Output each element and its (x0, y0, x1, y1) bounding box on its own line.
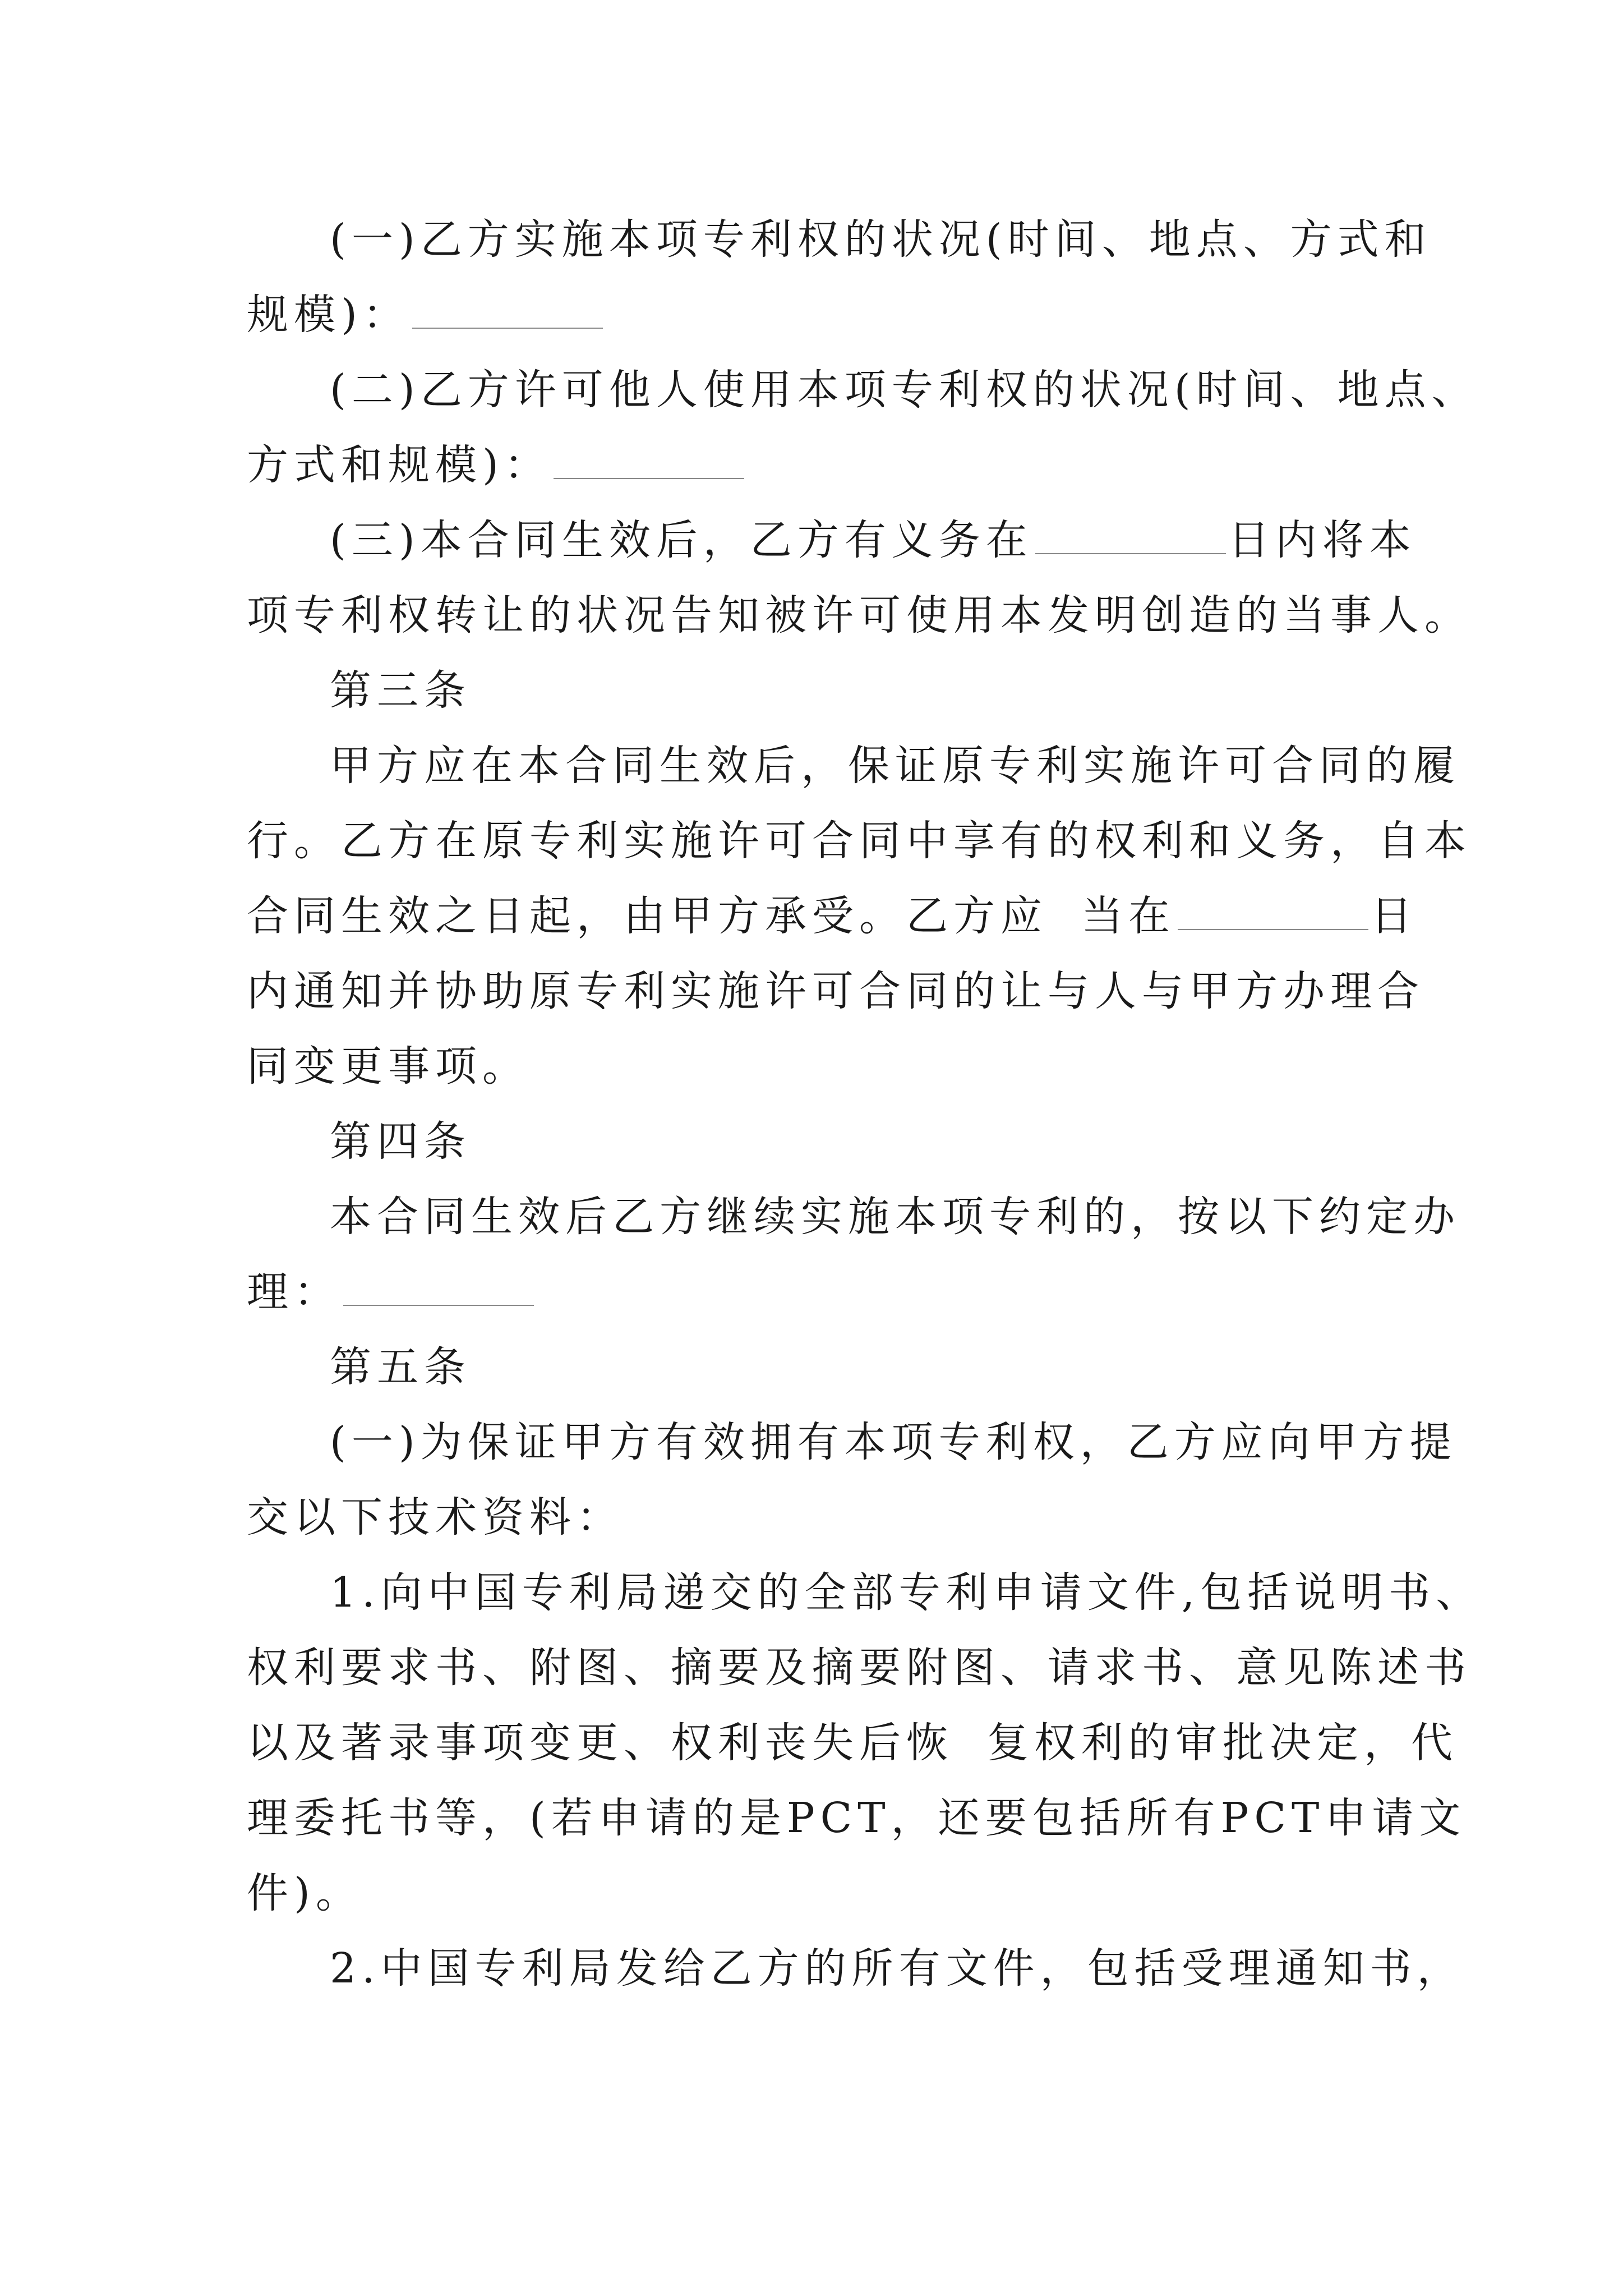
article-heading (247, 1329, 1391, 1405)
fill-blank[interactable] (1035, 519, 1226, 554)
text-line: 日 (1371, 892, 1418, 940)
article-5-line (247, 1555, 1483, 1630)
text-line: (一)为保证甲方有效拥有本项专利权，乙方应向甲方提 (330, 1418, 1457, 1466)
fill-blank[interactable] (554, 444, 744, 479)
text-line: 内通知并协助原专利实施许可合同的让与人与甲方办理合 (247, 967, 1424, 1015)
text-line: 权利要求书、附图、摘要及摘要附图、请求书、意见陈述书 (247, 1644, 1472, 1692)
article-3-line (247, 1029, 1391, 1104)
text-line: 同变更事项。 (247, 1042, 529, 1091)
article-5-line (247, 1405, 1457, 1480)
article-4-line (247, 1254, 1391, 1329)
clause-2-line (247, 352, 1479, 427)
text-line: 以及著录事项变更、权利丧失后恢 (247, 1719, 953, 1767)
text-line: (一)乙方实施本项专利权的状况(时间、地点、方式和 (330, 215, 1432, 264)
clause-1-line (247, 277, 1391, 352)
clause-1-line (247, 202, 1432, 277)
article-heading (247, 653, 1391, 728)
text-line: 合同生效之日起，由甲方承受。乙方应 (247, 892, 1048, 940)
article-5-line (247, 1931, 1464, 2006)
article-3-line (247, 803, 1472, 878)
clause-3-line (247, 578, 1472, 653)
text-line: 理： (247, 1268, 341, 1316)
text-line: 甲方应在本合同生效后，保证原专利实施许可合同的履 (330, 742, 1460, 790)
text-line: 理委托书等，(若申请的是PCT，还要包括所有PCT申请文 (247, 1794, 1467, 1842)
text-line: 行。乙方在原专利实施许可合同中享有的权利和义务，自本 (247, 817, 1472, 865)
text-line: 方式和规模)： (247, 441, 551, 489)
clause-2-line (247, 427, 1391, 503)
article-5-title: 第五条 (330, 1343, 471, 1391)
article-5-line (247, 1705, 1458, 1780)
fill-blank[interactable] (343, 1271, 534, 1306)
article-3-line (247, 728, 1460, 803)
article-5-line (247, 1630, 1472, 1705)
article-heading (247, 1104, 1391, 1179)
clause-3-line (247, 503, 1417, 578)
text-line: (二)乙方许可他人使用本项专利权的状况(时间、地点、 (330, 366, 1479, 414)
article-4-line (247, 1179, 1460, 1254)
text-line: 项专利权转让的状况告知被许可使用本发明创造的当事人。 (247, 591, 1472, 639)
fill-blank[interactable] (412, 294, 603, 329)
article-5-line (247, 1780, 1467, 1856)
text-line: 本合同生效后乙方继续实施本项专利的，按以下约定办 (330, 1193, 1460, 1241)
text-line: 复权利的审批决定，代 (987, 1719, 1458, 1767)
article-5-line (247, 1480, 1391, 1555)
article-5-line (247, 1856, 1391, 1931)
text-line: 2.中国专利局发给乙方的所有文件，包括受理通知书， (330, 1944, 1464, 1993)
article-4-title: 第四条 (330, 1117, 471, 1166)
text-line: 1.向中国专利局递交的全部专利申请文件,包括说明书、 (330, 1568, 1483, 1617)
text-line: (三)本合同生效后，乙方有义务在 (330, 516, 1033, 564)
fill-blank[interactable] (1178, 895, 1368, 930)
text-line: 日内将本 (1228, 516, 1417, 564)
article-3-line (247, 878, 1418, 954)
text-line: 当在 (1081, 892, 1175, 940)
text-line: 件)。 (247, 1869, 363, 1917)
contract-body (247, 202, 1483, 2006)
text-line: 规模)： (247, 291, 410, 339)
article-3-title: 第三条 (330, 666, 471, 715)
article-3-line (247, 954, 1424, 1029)
text-line: 交以下技术资料： (247, 1493, 624, 1542)
